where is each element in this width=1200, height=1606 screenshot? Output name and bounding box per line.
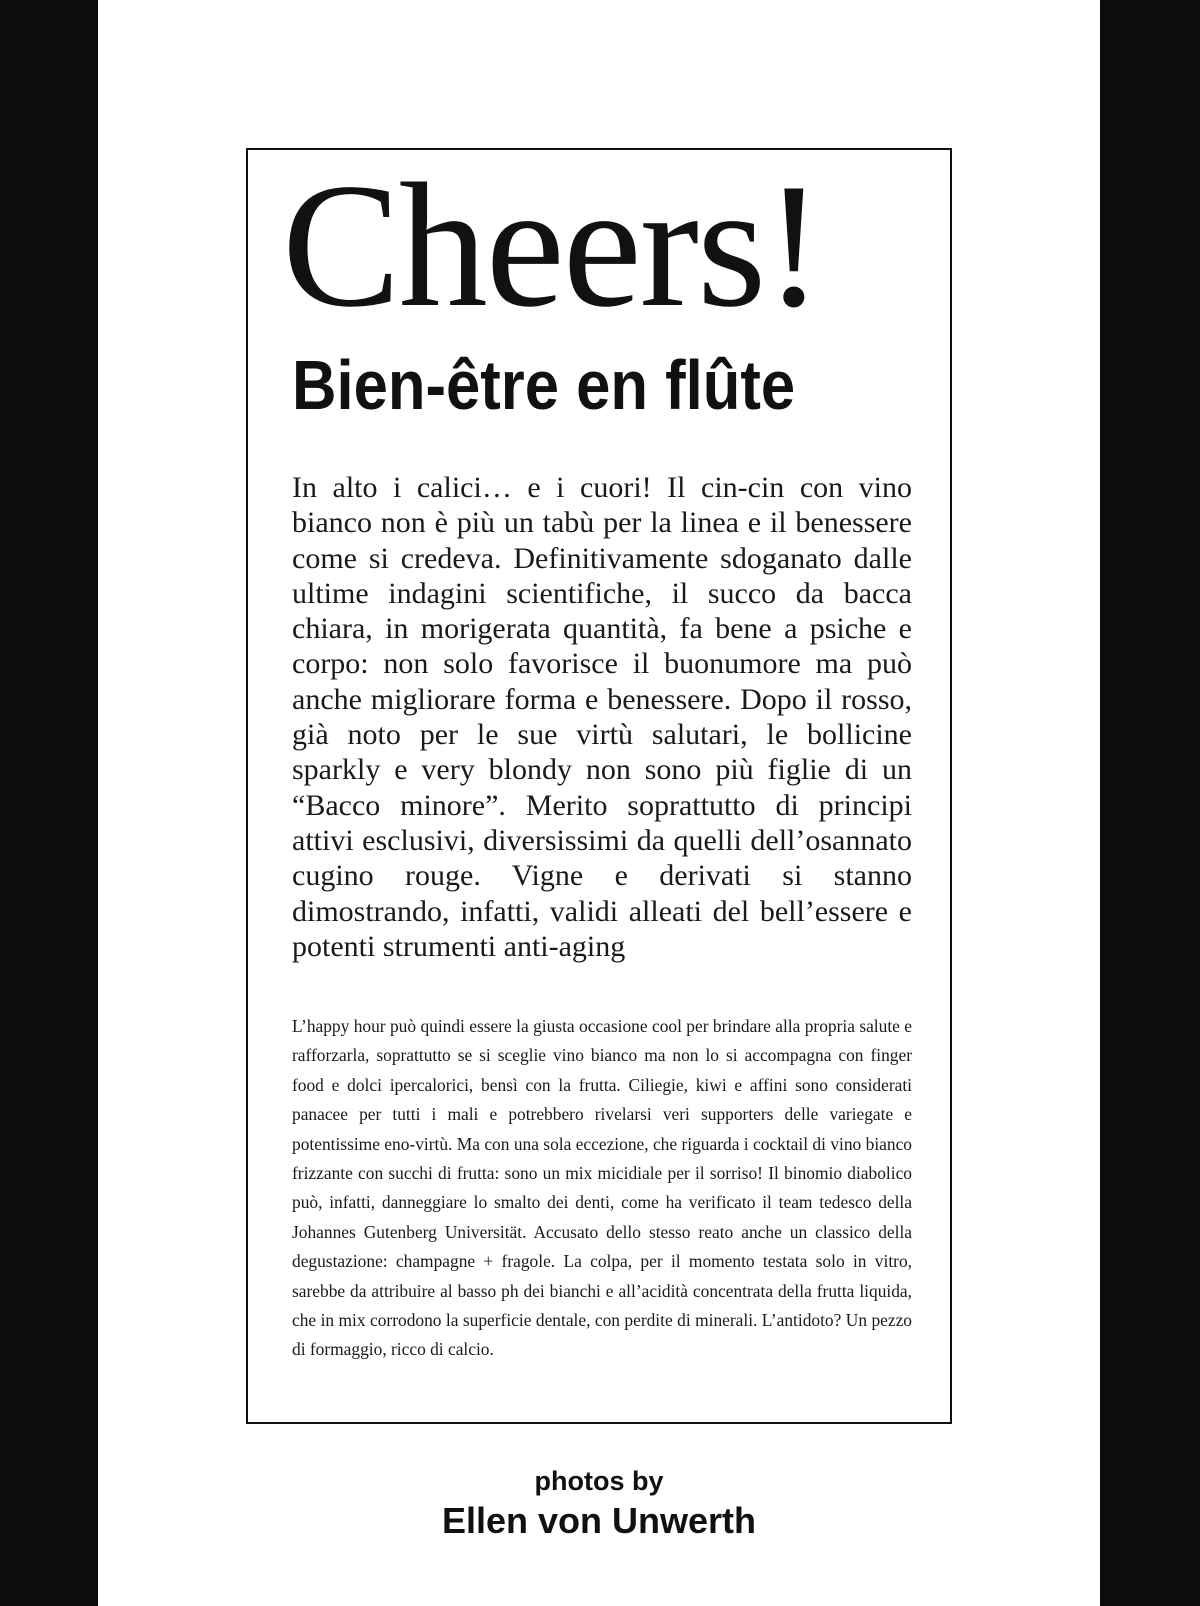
- article-frame: [246, 148, 952, 1424]
- photographer-name: Ellen von Unwerth: [441, 1500, 757, 1541]
- article-title: Cheers!: [282, 146, 822, 344]
- magazine-page: [98, 0, 1100, 1606]
- body-paragraph: L’happy hour può quindi essere la giusta occasione cool per brindare alla propria salute e rafforzarla, soprattutto se si sceglie vino bianco ma non lo si accompagna con finger food e dolci ipercalorici, bensì con la frutta. Ciliegie, kiwi e affini sono considerati panacee per tutti i mali e potrebbero rivelarsi veri supporters delle variegate e potentissime eno-virtù. Ma con una sola eccezione, che riguarda i cocktail di vino bianco frizzante con succhi di frutta: sono un mix micidiale per il sorriso! Il binomio diabolico può, infatti, danneggiare lo smalto dei denti, come ha verificato il team tedesco della Johannes Gutenberg Universität. Accusato dello stesso reato anche un classico della degustazione: champagne + fragole. La colpa, per il momento testata solo in vitro, sarebbe da attribuire al basso ph dei bianchi e all’acidità concentrata della frutta liquida, che in mix corrodono la superficie dentale, con perdite di minerali. L’antidoto? Un pezzo di formaggio, ricco di calcio.: [292, 1016, 912, 1360]
- lead-paragraph: In alto i calici… e i cuori! Il cin-cin con vino bianco non è più un tabù per la linea e il benessere come si credeva. Definitivamente sdoganato dalle ultime indagini scientifiche, il succo da bacca chiara, in morigerata quantità, fa bene a psiche e corpo: non solo favorisce il buonumore ma può anche migliorare forma e benessere. Dopo il rosso, già noto per le sue virtù salutari, le bollicine sparkly e very blondy non sono più figlie di un “Bacco minore”. Merito soprattutto di principi attivi esclusivi, diversissimi da quelli dell’osannato cugino rouge. Vigne e derivati si stanno dimostrando, infatti, validi alleati del bell’essere e potenti strumenti anti-aging: [292, 471, 912, 963]
- photo-credit-label: photos by: [534, 1466, 664, 1496]
- article-subtitle: Bien-être en flûte: [292, 346, 796, 424]
